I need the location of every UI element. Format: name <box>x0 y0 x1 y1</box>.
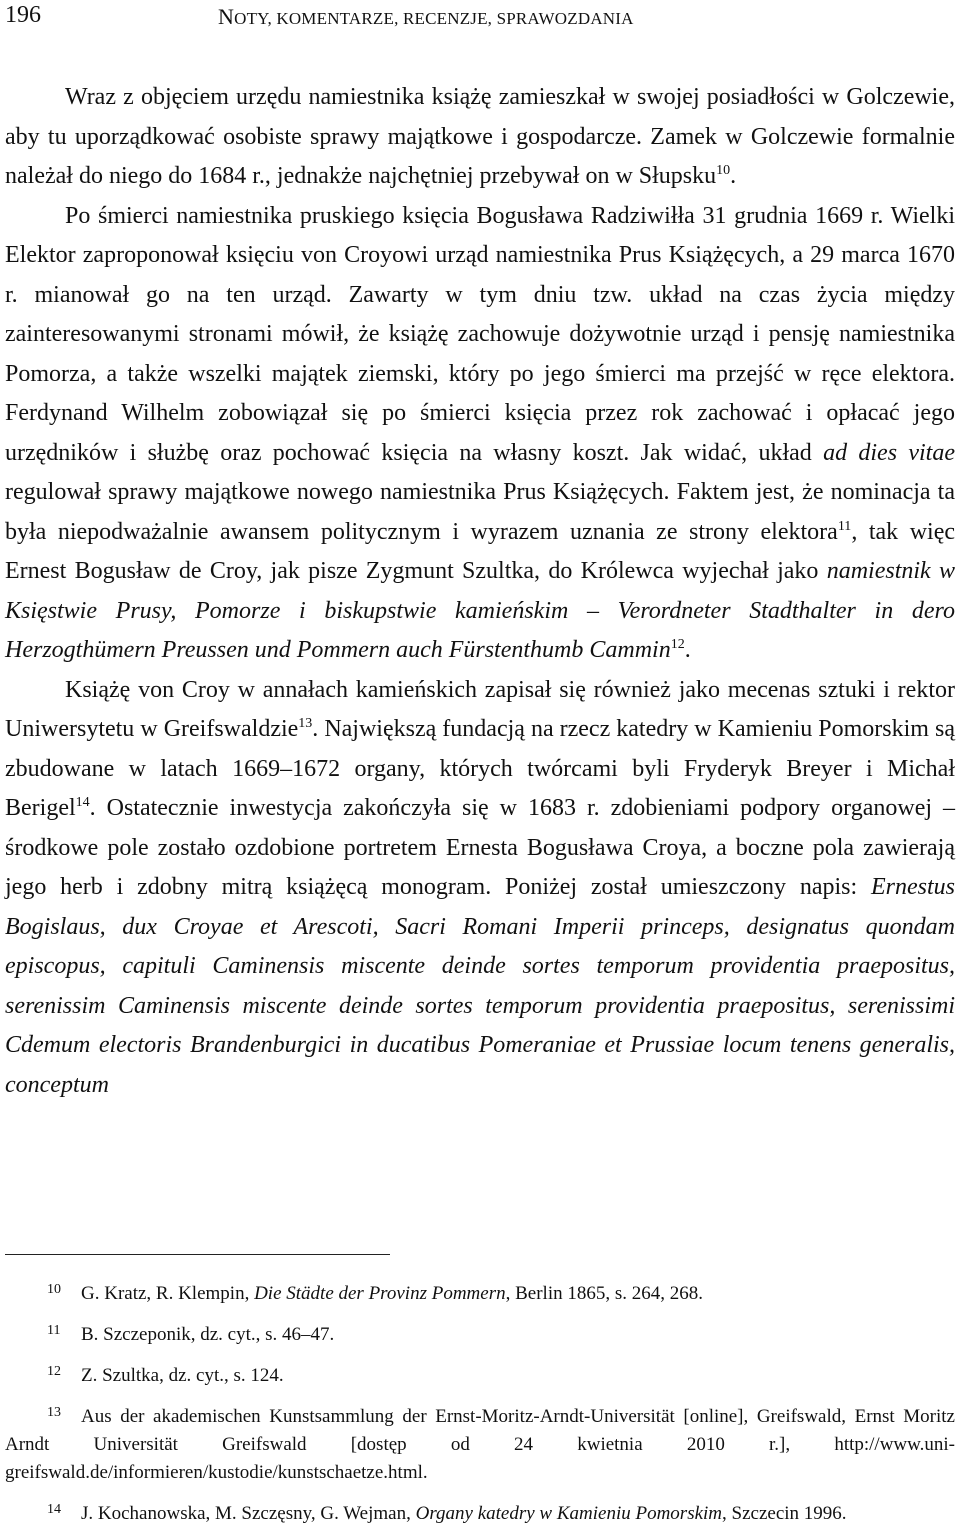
text-run: Wraz z objęciem urzędu namiestnika książę zamieszkał w swojej posiadłości w Golczewie, aby tu uporządkować osobiste sprawy majątkowe i gospodarcze. Zamek w Golczewie formalnie należał do niego do 1684 r., jednakże najchętniej przebywał on w Słupsku <box>5 84 955 189</box>
footnote-text: B. Szczeponik, dz. cyt., s. 46–47. <box>81 1324 335 1345</box>
italic-phrase: ad dies vitae <box>823 439 955 466</box>
footnote-ref-11: 11 <box>837 518 852 534</box>
footnote-ref-13: 13 <box>298 716 313 731</box>
footnote-text: Aus der akademischen Kunstsammlung der Ernst-Moritz-Arndt-Universität [online], Greifswald, Ernst Moritz Arndt Universität Greifswald [dostęp od 24 kwietnia 2010 r.], http://www.uni-greifswald.de/informieren/kustodie/kunstschaetze.html. <box>5 1406 955 1483</box>
latin-inscription: Ernestus Bogislaus, dux Croyae et Arescoti, Sacri Romani Imperii princeps, designatus quondam episcopus, capituli Caminensis miscente deinde sortes temporum providentia praepositus, serenissim Caminensis miscente deinde sortes temporum providentia praepositus, serenissimi Cdemum electoris Brandenburgici in ducatibus Pomeraniae et Prussiae locum tenens generalis, conceptum <box>5 874 955 1098</box>
text-run: Po śmierci namiestnika pruskiego księcia Bogusława Radziwiłła 31 grudnia 1669 r. Wielki Elektor zaproponował księciu von Croyowi urząd namiestnika Prus Książęcych, a 29 marca 1670 r. mianował go na ten urząd. Zawarty w tym dniu tzw. układ na czas życia między zainteresowanymi stronami mówił, że książę zachowuje dożywotnie urząd i pensję namiestnika Pomorza, a także wszelki majątek ziemski, który po jego śmierci ma przejść w ręce elektora. Ferdynand Wilhelm zobowiązał się po śmierci księcia przez rok zachować i opłacać jego urzędników i służbę oraz pochować księcia na własny koszt. Jak widać, układ <box>5 202 955 466</box>
footnote-number: 10 <box>47 1282 61 1297</box>
text-run: regulował sprawy majątkowe nowego namiestnika Prus Książęcych. Faktem jest, że nominacja ta była niepodważalnie awansem politycznym i wyrazem uznania ze strony elektora <box>5 479 955 545</box>
footnotes <box>5 1276 955 1537</box>
paragraph-3 <box>5 671 955 1106</box>
paragraph-2 <box>5 197 955 671</box>
footnote-separator <box>5 1254 390 1255</box>
running-head-initial: N <box>218 4 235 29</box>
text-run: . Ostatecznie inwestycja zakończyła się w 1683 r. zdobieniami podpory organowej – środkowe pole zostało ozdobione portretem Ernesta Bogusława Croya, a boczne pola zawierają jego herb i zdobny mitrą książęcą monogram. Poniżej został umieszczony napis: <box>5 795 955 900</box>
footnote-text: , Berlin 1865, s. 264, 268. <box>505 1283 703 1304</box>
text-run: . <box>730 163 737 189</box>
footnote-title: Organy katedry w Kamieniu Pomorskim <box>415 1503 723 1524</box>
text-run: . <box>684 637 691 663</box>
text-run: , tak więc Ernest Bogusław de Croy, jak pisze Zygmunt Szultka, do Królewca wyjechał jako <box>5 518 956 584</box>
footnote-text: , Szczecin 1996. <box>722 1503 847 1524</box>
footnote-number: 13 <box>47 1405 61 1420</box>
footnote-number: 12 <box>47 1364 61 1379</box>
running-head-rest: OTY, KOMENTARZE, RECENZJE, SPRAWOZDANIA <box>234 9 634 28</box>
italic-phrase: namiestnik w Księstwie Prusy, Pomorze i biskupstwie kamieńskim – Verordneter Stadthalter in dero Herzogthümern Preussen und Pommern auch Fürstenthumb Cammin <box>5 558 955 663</box>
footnote-13 <box>5 1399 955 1487</box>
footnote-text: G. Kratz, R. Klempin, <box>81 1283 255 1304</box>
page-number: 196 <box>5 2 41 28</box>
footnote-text: Z. Szultka, dz. cyt., s. 124. <box>81 1365 284 1386</box>
footnote-number: 11 <box>47 1323 61 1338</box>
footnote-14 <box>5 1496 955 1528</box>
footnote-title: Die Städte der Provinz Pommern <box>254 1283 506 1304</box>
footnote-11 <box>5 1317 955 1349</box>
footnote-text: J. Kochanowska, M. Szczęsny, G. Wejman, <box>81 1503 416 1524</box>
footnote-ref-10: 10 <box>716 163 731 178</box>
footnote-number: 14 <box>47 1502 61 1517</box>
paragraph-1 <box>5 78 955 197</box>
text-run: . Największą fundacją na rzecz katedry w Kamieniu Pomorskim są zbudowane w latach 1669–1672 organy, których twórcami byli Fryderyk Breyer i Michał Berigel <box>5 716 955 821</box>
running-head <box>218 4 634 30</box>
body-text <box>5 78 955 1105</box>
footnote-ref-12: 12 <box>670 637 685 652</box>
footnote-ref-14: 14 <box>75 795 90 810</box>
page-header <box>0 0 960 40</box>
text-run: Książę von Croy w annałach kamieńskich zapisał się również jako mecenas sztuki i rektor Uniwersytetu w Greifswaldzie <box>5 676 955 742</box>
footnote-12 <box>5 1358 955 1390</box>
footnote-10 <box>5 1276 955 1308</box>
